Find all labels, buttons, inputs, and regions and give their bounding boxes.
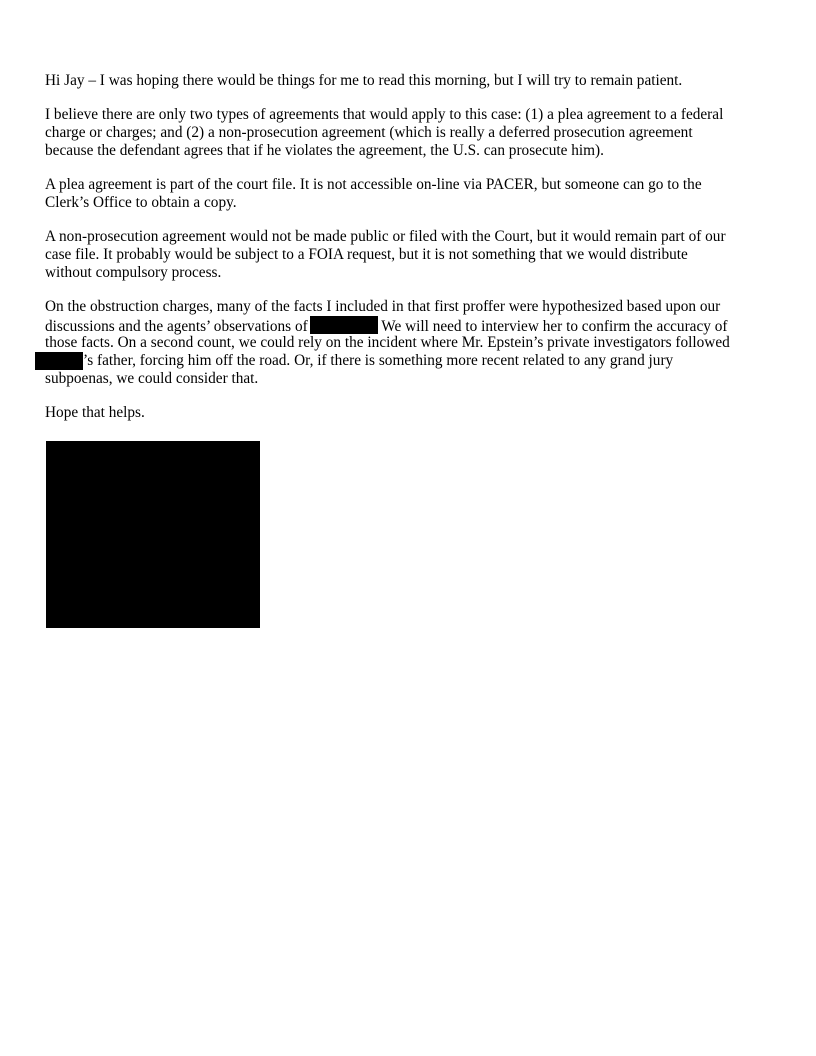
paragraph-greeting [45, 72, 773, 90]
text-line: those facts. On a second count, we could rely on the incident where Mr. Epstein’s private investigators followed [45, 334, 730, 351]
text-line: On the obstruction charges, many of the facts I included in that first proffer were hypothesized based upon our [45, 298, 721, 315]
text-line [45, 316, 773, 334]
redaction-box [35, 352, 83, 370]
text-line: A plea agreement is part of the court file. It is not accessible on-line via PACER, but someone can go to the [45, 176, 702, 193]
text-line: because the defendant agrees that if he violates the agreement, the U.S. can prosecute him). [45, 142, 604, 159]
redacted-signature-block [46, 441, 260, 628]
text-line: case file. It probably would be subject to a FOIA request, but it is not something that we would distribute [45, 246, 688, 263]
text-line: subpoenas, we could consider that. [45, 370, 259, 387]
text-line [45, 352, 773, 370]
text-line: without compulsory process. [45, 264, 222, 281]
text-segment: We will need to interview her to confirm the accuracy of [377, 318, 728, 335]
text-segment: discussions and the agents’ observations of [45, 318, 308, 335]
email-body [45, 72, 773, 438]
text-segment: ’s father, forcing him off the road. Or, if there is something more recent related to any grand jury [83, 352, 674, 369]
text-line: charge or charges; and (2) a non-prosecution agreement (which is really a deferred prosecution agreement [45, 124, 693, 141]
paragraph-obstruction-charges [45, 298, 773, 388]
redaction-box [310, 316, 378, 334]
text-line: I believe there are only two types of agreements that would apply to this case: (1) a plea agreement to a federal [45, 106, 724, 123]
text-line: Clerk’s Office to obtain a copy. [45, 194, 237, 211]
paragraph-plea-agreement [45, 176, 773, 212]
paragraph-closing [45, 404, 773, 422]
text-line: Hope that helps. [45, 404, 145, 421]
paragraph-non-prosecution-agreement [45, 228, 773, 282]
paragraph-agreement-types [45, 106, 773, 160]
text-line: Hi Jay – I was hoping there would be things for me to read this morning, but I will try to remain patient. [45, 72, 683, 89]
text-line: A non-prosecution agreement would not be made public or filed with the Court, but it would remain part of our [45, 228, 726, 245]
